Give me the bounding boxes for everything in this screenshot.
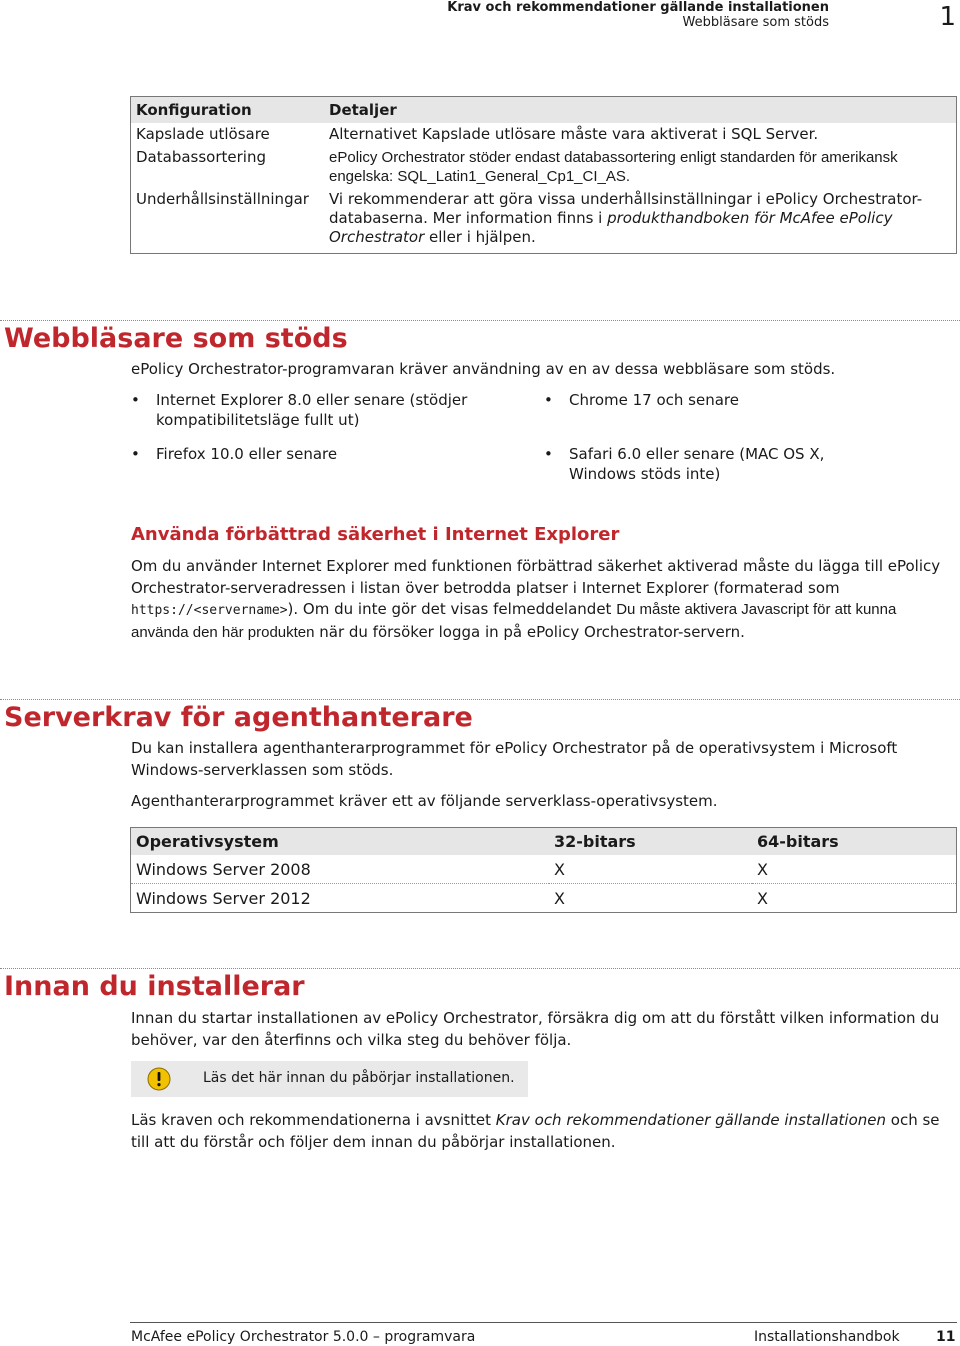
config-value: ePolicy Orchestrator stöder endast databassortering enligt standarden för amerikansk engelska: SQL_Latin1_General_Cp1_CI_AS.	[329, 149, 898, 185]
note-text: Läs det här innan du påbörjar installationen.	[203, 1070, 515, 1086]
section-heading-before-install: Innan du installerar	[4, 971, 305, 1002]
agent-paragraph-2: Agenthanterarprogrammet kräver ett av följande serverklass-operativsystem.	[131, 792, 718, 810]
os-requirements-table	[130, 827, 957, 913]
config-key: Kapslade utlösare	[136, 125, 270, 143]
list-item-text: Chrome 17 och senare	[569, 391, 739, 409]
table-row	[131, 188, 957, 254]
paragraph-text: ). Om du inte gör det visas felmeddelandet	[287, 600, 617, 618]
column-header: Operativsystem	[131, 828, 550, 856]
paragraph-text: Läs kraven och rekommendationerna i avsnittet	[131, 1111, 496, 1129]
bullet-icon: •	[131, 391, 140, 409]
table-row	[131, 123, 957, 146]
column-header: Konfiguration	[131, 97, 325, 124]
table-cell: X	[757, 888, 768, 908]
table-header-row	[131, 828, 957, 856]
config-key: Underhållsinställningar	[136, 190, 309, 208]
table-cell: X	[549, 855, 752, 884]
table-cell: Windows Server 2012	[136, 888, 311, 908]
list-item-text: Safari 6.0 eller senare (MAC OS X, Windows stöds inte)	[569, 445, 825, 483]
ie-security-paragraph	[131, 556, 951, 643]
subsection-heading-ie-security: Använda förbättrad säkerhet i Internet Explorer	[131, 524, 620, 545]
value-text: eller i hjälpen.	[424, 228, 536, 246]
table-row	[131, 855, 957, 884]
table-header-row	[131, 97, 957, 124]
table-cell: Windows Server 2008	[131, 855, 550, 884]
before-paragraph-2	[131, 1110, 951, 1153]
browsers-intro: ePolicy Orchestrator-programvaran kräver användning av en av dessa webbläsare som stöds.	[131, 360, 836, 378]
section-divider	[0, 320, 960, 321]
column-header: 64-bitars	[752, 828, 957, 856]
footer-guide-name: Installationshandbok	[754, 1329, 900, 1345]
section-divider	[0, 699, 960, 700]
footer-divider	[130, 1322, 957, 1323]
table-cell: X	[554, 888, 565, 908]
list-item-text: Internet Explorer 8.0 eller senare (stödjer kompatibilitetsläge fullt ut)	[156, 391, 468, 429]
config-value: Alternativet Kapslade utlösare måste vara aktiverat i SQL Server.	[329, 125, 819, 143]
section-reference: Krav och rekommendationer gällande installationen	[495, 1111, 886, 1129]
running-header-subtitle: Webbläsare som stöds	[682, 15, 829, 30]
important-note	[131, 1061, 528, 1097]
server-url-code: https://<servername>	[131, 603, 288, 618]
chapter-number: 1	[939, 2, 956, 32]
config-value	[324, 188, 957, 254]
page-number: 11	[936, 1329, 956, 1345]
before-paragraph-1: Innan du startar installationen av ePolicy Orchestrator, försäkra dig om att du förstått vilken information du behöver, var den återfinns och vilka steg du behöver följa.	[131, 1009, 940, 1049]
bullet-icon: •	[544, 445, 553, 463]
section-heading-agent-handler: Serverkrav för agenthanterare	[4, 702, 473, 733]
section-divider	[0, 968, 960, 969]
column-header: 32-bitars	[549, 828, 752, 856]
table-row	[131, 146, 957, 188]
section-heading-browsers: Webbläsare som stöds	[4, 323, 348, 354]
config-key: Databassortering	[136, 148, 266, 166]
configuration-table	[130, 96, 957, 254]
running-header-title: Krav och rekommendationer gällande installationen	[447, 0, 829, 15]
bullet-icon: •	[544, 391, 553, 409]
product-guide-reference: produkthandboken för McAfee ePolicy Orchestrator	[329, 209, 893, 246]
warning-icon	[147, 1067, 171, 1091]
bullet-icon: •	[131, 445, 140, 463]
table-cell: X	[752, 855, 957, 884]
value-text: Vi rekommenderar att göra vissa underhållsinställningar i ePolicy Orchestrator-databaserna. Mer information finns i	[329, 190, 923, 227]
agent-paragraph-1: Du kan installera agenthanterarprogrammet för ePolicy Orchestrator på de operativsystem i Microsoft Windows-serverklassen som stöds.	[131, 739, 898, 779]
paragraph-text: Om du använder Internet Explorer med funktionen förbättrad säkerhet aktiverad måste du lägga till ePolicy Orchestrator-serveradressen i listan över betrodda platser i Internet Explorer (formaterad som	[131, 557, 941, 597]
footer-product: McAfee ePolicy Orchestrator 5.0.0 – programvara	[131, 1329, 476, 1345]
paragraph-text: när du försöker logga in på ePolicy Orchestrator-servern.	[314, 622, 745, 641]
list-item-text: Firefox 10.0 eller senare	[156, 445, 338, 463]
error-message-text: Du måste aktivera Javascript för att kunna använda den här produkten	[131, 601, 897, 641]
paragraph-text: och se till att du förstår och följer dem innan du påbörjar installationen.	[131, 1111, 940, 1151]
column-header: Detaljer	[324, 97, 957, 124]
table-row	[131, 884, 957, 913]
